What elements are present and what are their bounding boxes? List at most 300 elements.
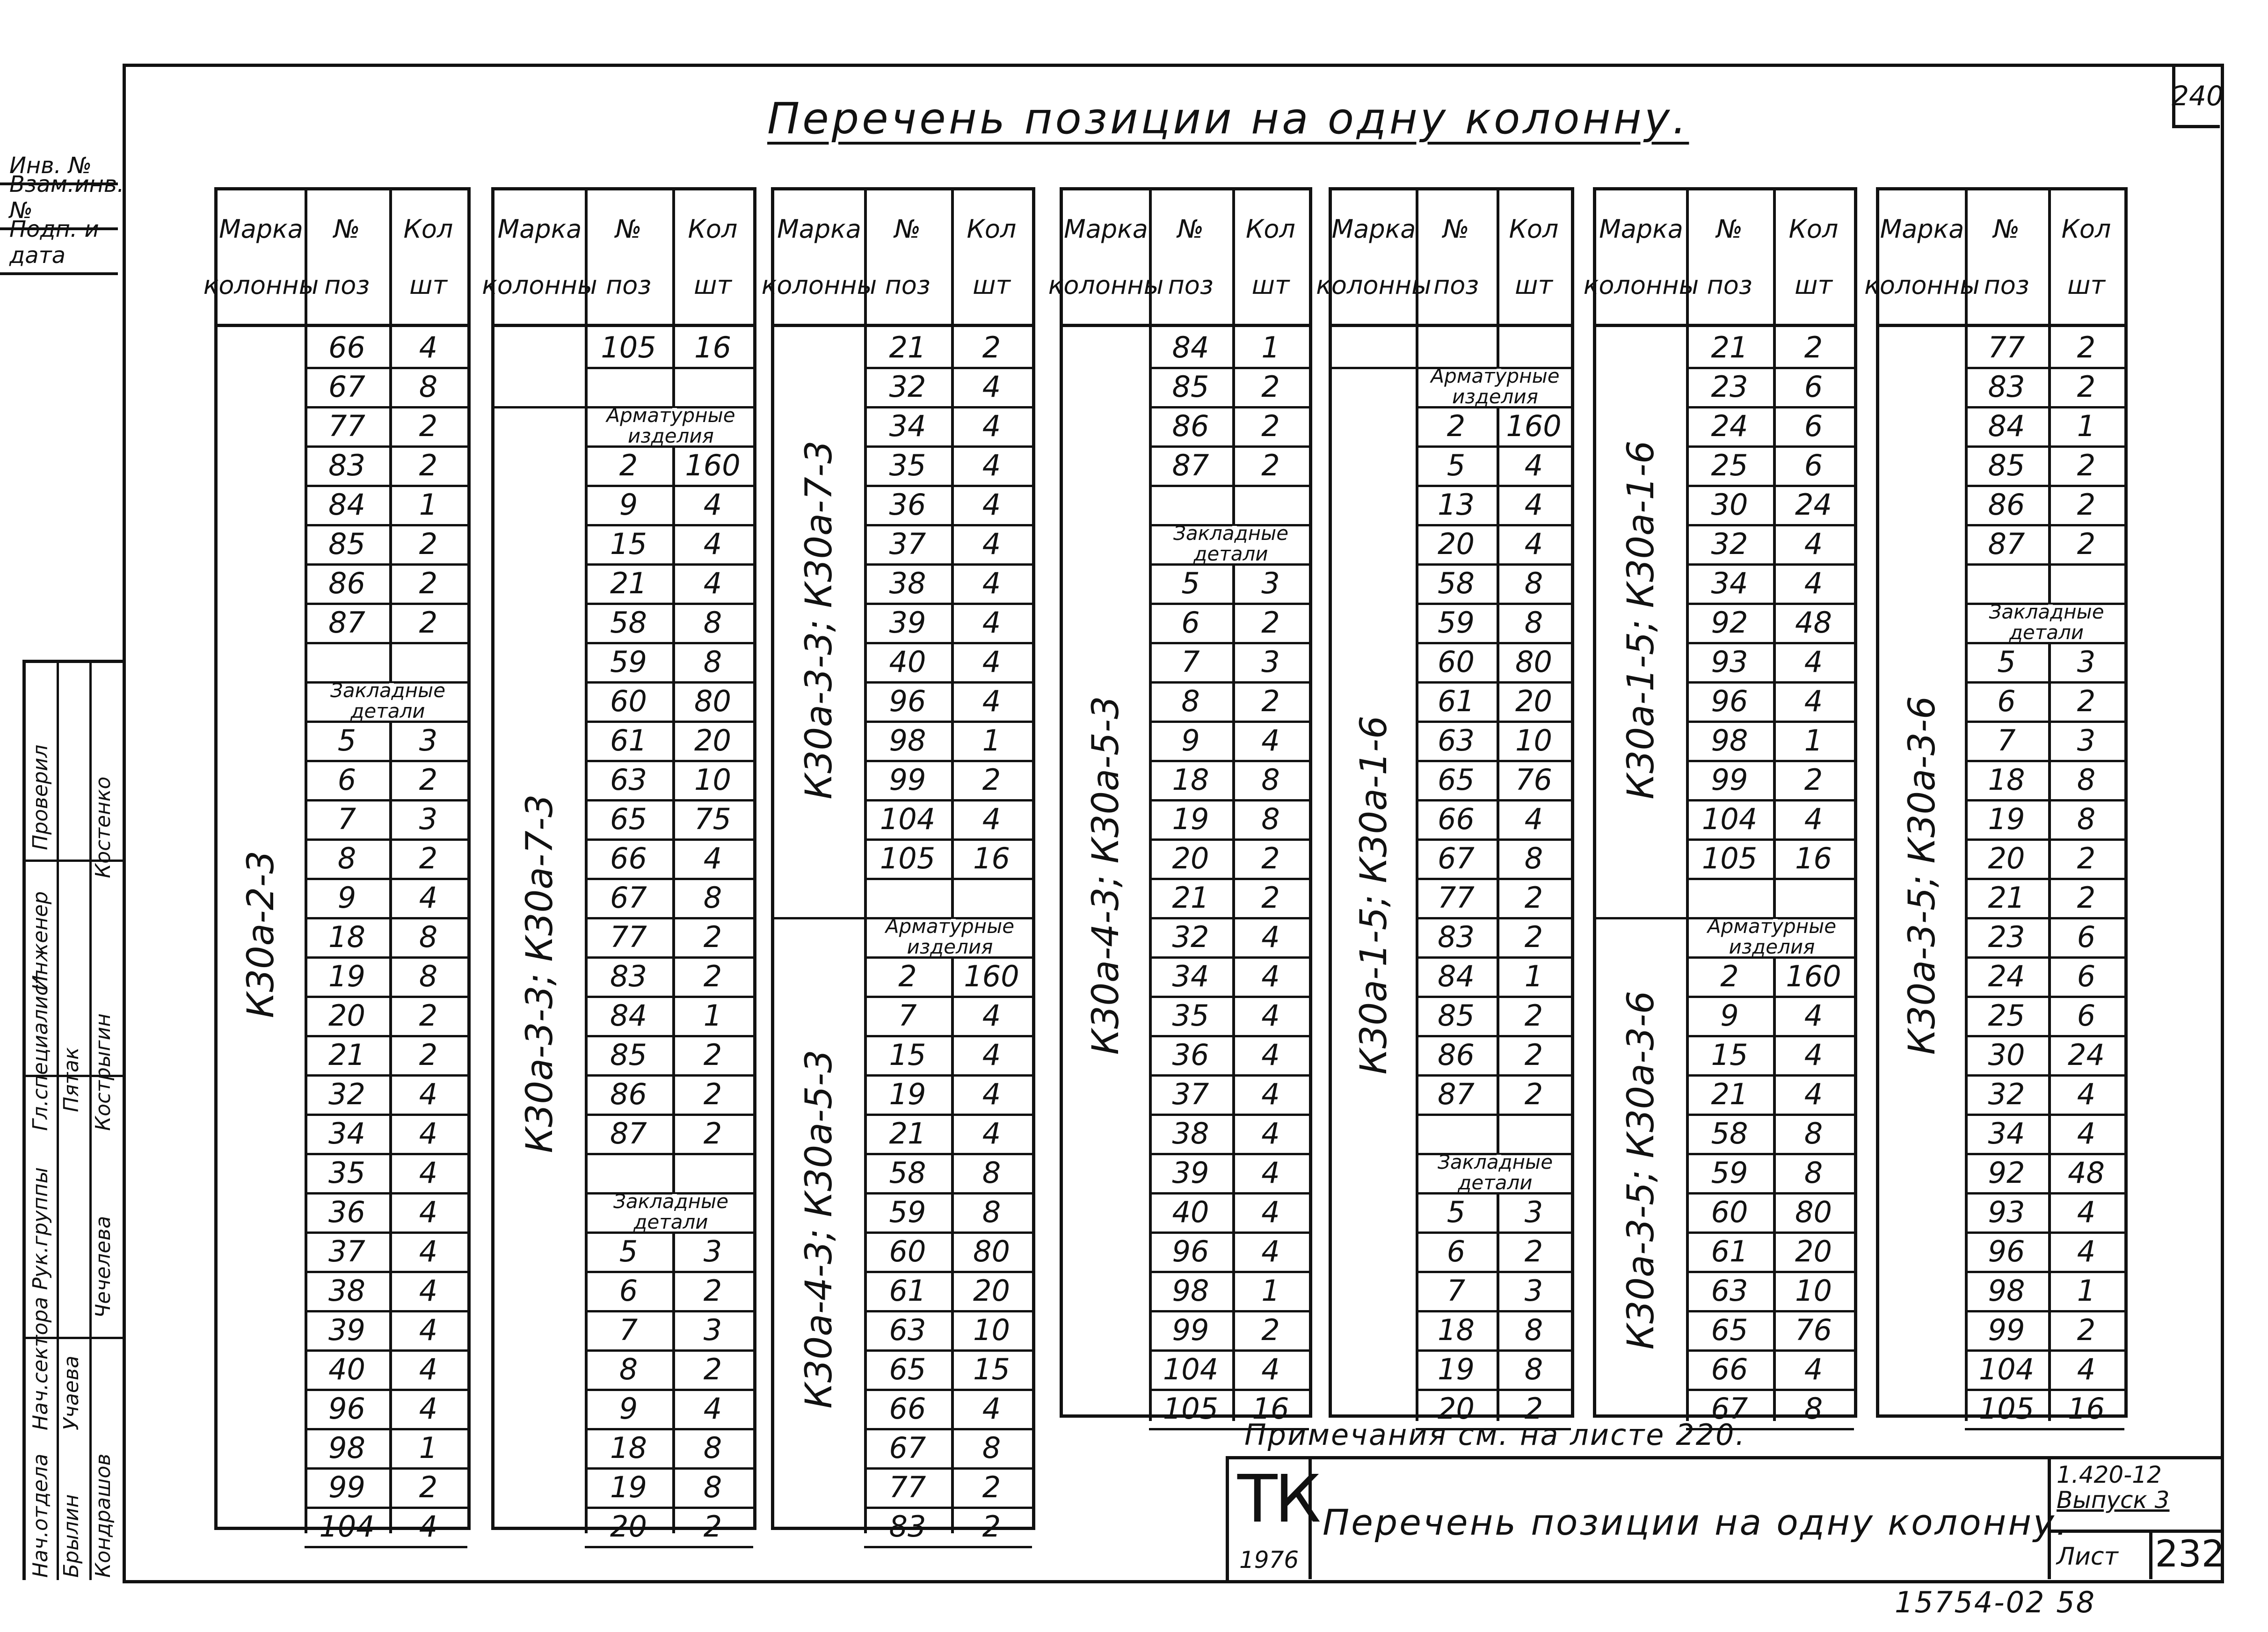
sig-role: Рук.группы	[29, 1167, 52, 1290]
column-mark: К30а-3-5; К30а-3-6	[1901, 696, 1943, 1055]
position-number: 67	[1438, 841, 1475, 875]
quantity: 4	[1804, 684, 1823, 718]
signature-block	[22, 660, 126, 1580]
sig-role: Нач.сектора	[29, 1297, 52, 1430]
header-cell	[1773, 190, 1854, 324]
position-number: 37	[889, 526, 926, 561]
position-number: 77	[889, 1470, 926, 1504]
header-text: №	[1443, 214, 1469, 244]
position-number: 34	[1711, 566, 1748, 600]
subsection-label: Закладные детали	[1173, 522, 1289, 565]
position-number: 5	[337, 723, 356, 758]
header-text: колонны	[761, 270, 877, 300]
position-number	[585, 1153, 672, 1192]
quantity: 2	[982, 1470, 1001, 1504]
position-number: 23	[1988, 919, 2025, 954]
position-number: 34	[1172, 959, 1209, 993]
position-number: 40	[889, 644, 926, 679]
position-number: 66	[1711, 1352, 1748, 1386]
quantity: 4	[982, 1116, 1001, 1151]
quantity: 8	[419, 959, 438, 993]
position-number	[1965, 563, 2048, 603]
quantity: 2	[703, 919, 722, 954]
position-number: 77	[1988, 330, 2025, 364]
position-table	[203, 187, 471, 1544]
position-number: 20	[1438, 526, 1475, 561]
position-number: 84	[328, 487, 365, 522]
position-number: 19	[328, 959, 365, 993]
position-number: 37	[1172, 1077, 1209, 1111]
position-number: 86	[328, 566, 365, 600]
quantity: 48	[2068, 1155, 2105, 1190]
quantity: 2	[1261, 408, 1280, 443]
position-number: 92	[1988, 1155, 2025, 1190]
position-number: 77	[1438, 880, 1475, 915]
position-number: 86	[1438, 1037, 1475, 1072]
quantity: 48	[1795, 605, 1832, 640]
position-number: 9	[1720, 998, 1739, 1033]
sig-name: Кострыгин	[91, 1013, 115, 1131]
sig-name: Кондрашов	[91, 1453, 115, 1578]
position-number: 36	[328, 1195, 365, 1229]
quantity: 2	[2077, 526, 2096, 561]
header-cell	[1232, 190, 1309, 324]
header-text: Кол	[2061, 214, 2111, 244]
header-text: поз	[1168, 270, 1214, 300]
position-number: 2	[1447, 408, 1466, 443]
header-text: поз	[1433, 270, 1479, 300]
header-text: колонны	[482, 270, 597, 300]
position-number: 59	[610, 644, 647, 679]
page-number: 240	[2172, 66, 2220, 128]
quantity: 1	[1804, 723, 1823, 758]
quantity: 16	[1795, 841, 1832, 875]
position-number: 87	[328, 605, 365, 640]
doc-info	[2048, 1459, 2224, 1579]
position-number: 37	[328, 1234, 365, 1268]
position-number: 32	[889, 369, 926, 404]
position-number: 83	[889, 1509, 926, 1544]
position-number: 61	[1711, 1234, 1748, 1268]
position-number: 39	[889, 605, 926, 640]
quantity: 2	[419, 526, 438, 561]
header-cell	[951, 190, 1032, 324]
header-text: шт	[973, 270, 1010, 300]
quantity: 2	[703, 1077, 722, 1111]
position-number: 21	[1172, 880, 1209, 915]
quantity	[1497, 1114, 1571, 1153]
position-number: 7	[337, 801, 356, 836]
position-number: 105	[1978, 1391, 2035, 1426]
quantity: 8	[1524, 1312, 1543, 1347]
column-mark: К30а-4-3; К30а-5-3	[1085, 696, 1127, 1055]
header-cell	[1686, 190, 1773, 324]
position-number: 35	[328, 1155, 365, 1190]
position-number: 96	[1711, 684, 1748, 718]
position-number: 35	[1172, 998, 1209, 1033]
quantity: 4	[419, 1234, 438, 1268]
header-text: Марка	[1331, 214, 1416, 244]
quantity	[1232, 485, 1309, 524]
position-number: 87	[1172, 448, 1209, 482]
quantity: 3	[703, 1234, 722, 1268]
quantity: 6	[1804, 408, 1823, 443]
stamp-title: Перечень позиции на одну колонну.	[1323, 1501, 2070, 1543]
quantity: 76	[1515, 762, 1552, 797]
position-number: 19	[1988, 801, 2025, 836]
quantity: 1	[1524, 959, 1543, 993]
position-number: 24	[1988, 959, 2025, 993]
position-number: 19	[1438, 1352, 1475, 1386]
header-text: шт	[2067, 270, 2105, 300]
position-number: 92	[1711, 605, 1748, 640]
quantity: 4	[703, 841, 722, 875]
position-number: 36	[1172, 1037, 1209, 1072]
position-number	[1149, 485, 1232, 524]
sheet-number: 232	[2149, 1530, 2227, 1579]
position-number: 63	[889, 1312, 926, 1347]
position-number: 85	[1438, 998, 1475, 1033]
quantity: 80	[1795, 1195, 1832, 1229]
position-number: 87	[610, 1116, 647, 1151]
position-number: 5	[1447, 448, 1466, 482]
position-number: 105	[880, 841, 936, 875]
header-text: поз	[324, 270, 370, 300]
quantity: 4	[982, 801, 1001, 836]
position-number: 96	[1988, 1234, 2025, 1268]
header-text: Кол	[967, 214, 1017, 244]
position-number: 18	[1172, 762, 1209, 797]
quantity: 10	[1515, 723, 1552, 758]
position-number: 59	[889, 1195, 926, 1229]
quantity: 4	[703, 1391, 722, 1426]
position-table	[1048, 187, 1312, 1426]
position-number: 104	[1163, 1352, 1219, 1386]
quantity: 4	[982, 566, 1001, 600]
quantity: 20	[1515, 684, 1552, 718]
row-divider	[1965, 1428, 2124, 1430]
quantity: 6	[2077, 919, 2096, 954]
position-number	[1416, 328, 1497, 367]
header-cell	[1497, 190, 1571, 324]
header-cell	[585, 190, 672, 324]
quantity: 4	[982, 369, 1001, 404]
quantity: 8	[1261, 801, 1280, 836]
position-number: 66	[328, 330, 365, 364]
quantity: 4	[419, 1312, 438, 1347]
position-number: 5	[1181, 566, 1200, 600]
position-number	[1416, 1114, 1497, 1153]
position-number: 98	[1172, 1273, 1209, 1308]
position-number: 15	[610, 526, 647, 561]
quantity: 4	[2077, 1116, 2096, 1151]
position-number: 38	[1172, 1116, 1209, 1151]
quantity: 2	[703, 959, 722, 993]
quantity: 10	[1795, 1273, 1832, 1308]
position-number: 93	[1711, 644, 1748, 679]
quantity: 4	[1261, 1195, 1280, 1229]
position-table	[1864, 187, 2128, 1426]
quantity: 24	[2068, 1037, 2105, 1072]
position-number: 63	[1438, 723, 1475, 758]
header-text: колонны	[1864, 270, 1980, 300]
sig-name: Костенко	[91, 776, 115, 878]
quantity: 3	[419, 723, 438, 758]
position-number: 99	[1711, 762, 1748, 797]
position-number: 84	[1172, 330, 1209, 364]
quantity: 2	[2077, 369, 2096, 404]
quantity: 2	[1524, 1037, 1543, 1072]
position-number: 5	[1447, 1195, 1466, 1229]
position-number: 85	[328, 526, 365, 561]
quantity: 4	[1804, 1077, 1823, 1111]
header-text: №	[1993, 214, 2020, 244]
quantity: 16	[2068, 1391, 2105, 1426]
position-number: 19	[610, 1470, 647, 1504]
quantity	[1497, 328, 1571, 367]
header-text: поз	[885, 270, 930, 300]
quantity: 2	[703, 1352, 722, 1386]
position-number: 19	[889, 1077, 926, 1111]
position-number: 32	[1711, 526, 1748, 561]
position-number: 7	[619, 1312, 638, 1347]
left-strip	[0, 0, 123, 1632]
quantity: 6	[2077, 959, 2096, 993]
header-text: Марка	[497, 214, 582, 244]
position-number: 61	[610, 723, 647, 758]
quantity: 2	[1261, 605, 1280, 640]
quantity: 4	[1261, 1116, 1280, 1151]
position-number: 38	[889, 566, 926, 600]
quantity: 4	[982, 1391, 1001, 1426]
position-number: 7	[1997, 723, 2016, 758]
quantity: 2	[2077, 1312, 2096, 1347]
subsection-label: Закладные детали	[1437, 1151, 1553, 1194]
quantity: 4	[703, 487, 722, 522]
position-number: 85	[1988, 448, 2025, 482]
quantity: 4	[1261, 723, 1280, 758]
quantity: 2	[2077, 684, 2096, 718]
position-number	[864, 878, 951, 917]
quantity: 8	[1524, 841, 1543, 875]
quantity: 8	[703, 880, 722, 915]
quantity: 2	[419, 605, 438, 640]
quantity: 4	[419, 330, 438, 364]
quantity: 2	[2077, 330, 2096, 364]
quantity: 4	[982, 1037, 1001, 1072]
table-header	[482, 190, 753, 327]
position-number: 5	[619, 1234, 638, 1268]
quantity: 8	[419, 919, 438, 954]
quantity: 76	[1795, 1312, 1832, 1347]
header-cell	[761, 190, 877, 324]
position-number: 96	[328, 1391, 365, 1426]
header-cell	[305, 190, 389, 324]
quantity: 4	[2077, 1195, 2096, 1229]
position-number: 40	[1172, 1195, 1209, 1229]
position-number: 6	[619, 1273, 638, 1308]
position-number: 60	[889, 1234, 926, 1268]
quantity: 1	[2077, 408, 2096, 443]
position-number: 104	[319, 1509, 375, 1544]
position-number: 63	[1711, 1273, 1748, 1308]
position-number: 23	[1711, 369, 1748, 404]
header-text: №	[894, 214, 921, 244]
quantity: 4	[1804, 644, 1823, 679]
quantity: 2	[1524, 998, 1543, 1033]
header-text: Марка	[777, 214, 861, 244]
page-title: Перечень позиции на одну колонну.	[767, 94, 1689, 144]
quantity: 10	[973, 1312, 1010, 1347]
position-number: 65	[889, 1352, 926, 1386]
position-number: 85	[610, 1037, 647, 1072]
sheet-label: Лист	[2057, 1543, 2118, 1571]
notes: Примечания см. на листе 220.	[1244, 1418, 1746, 1452]
quantity	[951, 878, 1032, 917]
sig-name-col	[57, 663, 92, 1580]
column-mark: К30а-4-3; К30а-5-3	[798, 1049, 840, 1409]
quantity: 10	[694, 762, 731, 797]
position-number: 36	[889, 487, 926, 522]
quantity: 8	[703, 1470, 722, 1504]
quantity: 2	[1804, 330, 1823, 364]
table-header	[1316, 190, 1571, 327]
position-number: 60	[610, 684, 647, 718]
quantity: 8	[2077, 762, 2096, 797]
quantity: 2	[982, 330, 1001, 364]
position-number: 9	[1181, 723, 1200, 758]
position-number: 87	[1988, 526, 2025, 561]
position-number: 67	[328, 369, 365, 404]
position-number: 20	[1172, 841, 1209, 875]
quantity: 1	[419, 1430, 438, 1465]
position-number: 83	[328, 448, 365, 482]
sig-name: Брылин	[59, 1494, 83, 1578]
column-mark: К30а-3-3; К30а-7-3	[798, 440, 840, 800]
quantity: 16	[973, 841, 1010, 875]
position-number: 98	[889, 723, 926, 758]
position-number: 19	[1172, 801, 1209, 836]
position-number: 60	[1711, 1195, 1748, 1229]
quantity: 4	[703, 566, 722, 600]
quantity: 3	[703, 1312, 722, 1347]
quantity: 1	[982, 723, 1001, 758]
position-number: 2	[898, 959, 917, 993]
quantity: 4	[1261, 959, 1280, 993]
header-cell	[1149, 190, 1232, 324]
left-strip-label: Взам.инв. №	[9, 171, 124, 224]
quantity: 4	[419, 1273, 438, 1308]
position-number: 7	[1181, 644, 1200, 679]
sig-role: Нач.отдела	[29, 1453, 52, 1578]
quantity: 2	[419, 408, 438, 443]
header-text: шт	[1795, 270, 1832, 300]
quantity: 8	[419, 369, 438, 404]
position-number: 34	[889, 408, 926, 443]
quantity: 6	[1804, 369, 1823, 404]
quantity: 2	[2077, 448, 2096, 482]
quantity: 2	[1524, 880, 1543, 915]
subsection-label: Арматурные изделия	[885, 915, 1015, 958]
position-number: 34	[328, 1116, 365, 1151]
quantity: 2	[982, 1509, 1001, 1544]
quantity: 8	[703, 1430, 722, 1465]
quantity: 4	[982, 448, 1001, 482]
header-text: шт	[1515, 270, 1553, 300]
position-number: 65	[610, 801, 647, 836]
row-divider	[585, 1546, 753, 1548]
position-number: 21	[1988, 880, 2025, 915]
quantity: 6	[1804, 448, 1823, 482]
tk-logo-cell	[1229, 1459, 1318, 1579]
tk-logo: ТК	[1237, 1461, 1318, 1537]
position-number	[585, 367, 672, 406]
position-number: 6	[1181, 605, 1200, 640]
quantity: 2	[1524, 1077, 1543, 1111]
table-header	[1048, 190, 1309, 327]
quantity: 80	[973, 1234, 1010, 1268]
header-cell	[1864, 190, 1980, 324]
position-number: 21	[1711, 330, 1748, 364]
quantity: 3	[1524, 1273, 1543, 1308]
position-number: 99	[1172, 1312, 1209, 1347]
position-number: 20	[610, 1509, 647, 1544]
quantity: 2	[1524, 919, 1543, 954]
quantity: 4	[982, 487, 1001, 522]
header-cell	[864, 190, 951, 324]
quantity: 4	[1804, 1352, 1823, 1386]
quantity: 1	[419, 487, 438, 522]
subsection-label: Арматурные изделия	[1431, 364, 1560, 408]
position-number: 59	[1711, 1155, 1748, 1190]
quantity: 4	[419, 1352, 438, 1386]
quantity: 4	[1261, 919, 1280, 954]
position-number: 65	[1438, 762, 1475, 797]
position-number: 77	[328, 408, 365, 443]
header-text: Марка	[219, 214, 303, 244]
quantity: 4	[419, 1077, 438, 1111]
quantity: 4	[1524, 487, 1543, 522]
quantity	[389, 642, 467, 681]
quantity: 2	[1524, 1234, 1543, 1268]
header-text: шт	[1251, 270, 1290, 300]
position-number: 21	[610, 566, 647, 600]
quantity: 160	[685, 448, 741, 482]
quantity: 8	[1524, 566, 1543, 600]
position-number: 84	[1988, 408, 2025, 443]
position-number: 21	[328, 1037, 365, 1072]
position-number: 105	[601, 330, 656, 364]
position-number: 2	[619, 448, 638, 482]
position-number: 67	[1711, 1391, 1748, 1426]
position-number: 67	[610, 880, 647, 915]
tk-year: 1976	[1239, 1546, 1299, 1574]
quantity: 2	[419, 566, 438, 600]
quantity: 3	[1261, 566, 1280, 600]
quantity: 160	[964, 959, 1019, 993]
position-table	[1583, 187, 1857, 1426]
position-number: 32	[328, 1077, 365, 1111]
position-number: 21	[889, 330, 926, 364]
quantity: 2	[703, 1037, 722, 1072]
quantity: 4	[1261, 1037, 1280, 1072]
position-number: 18	[1438, 1312, 1475, 1347]
position-number: 9	[337, 880, 356, 915]
header-text: колонны	[1048, 270, 1164, 300]
quantity: 4	[1524, 526, 1543, 561]
table-header	[761, 190, 1032, 327]
quantity: 2	[1261, 841, 1280, 875]
